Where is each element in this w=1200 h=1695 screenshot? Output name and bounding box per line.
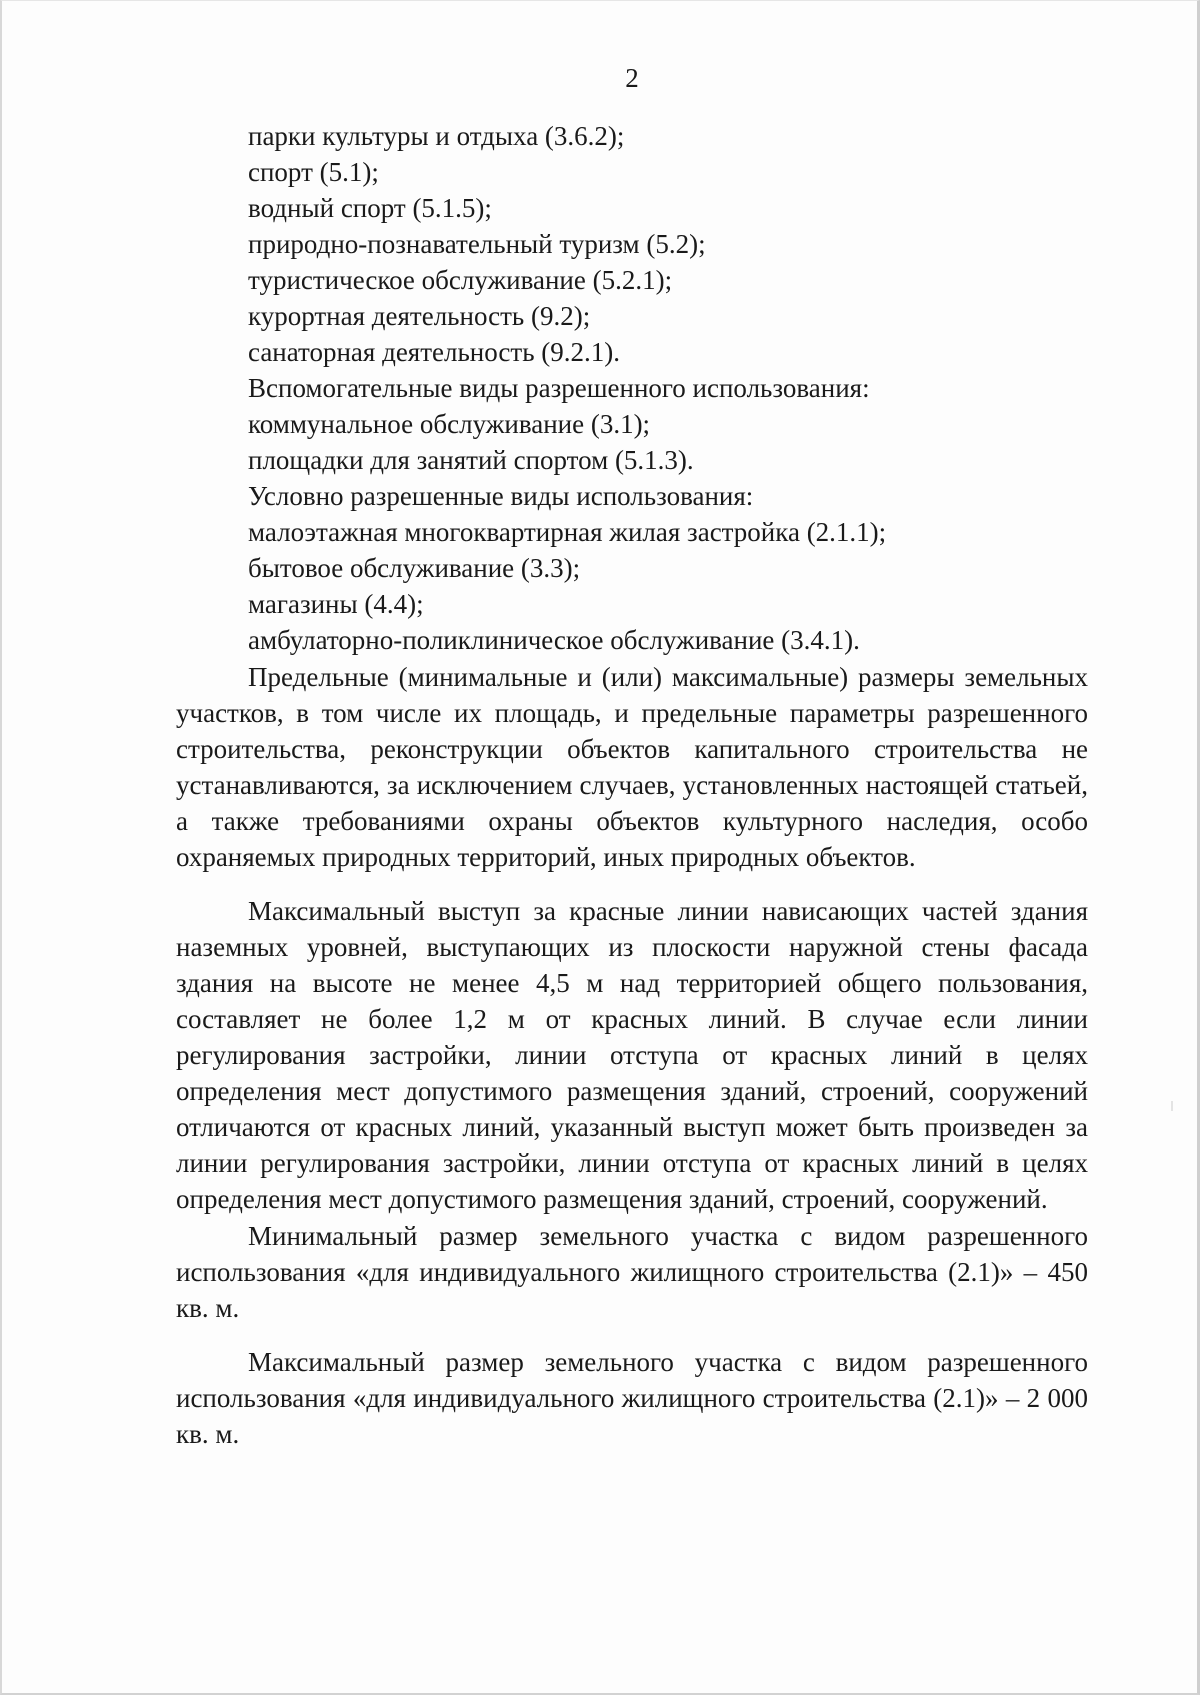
paragraph-max-plot-size: Максимальный размер земельного участка с видом разрешенного использования «для индивидуального жилищного строительства (2.1)» – 2 000 кв. м. (176, 1347, 1088, 1449)
list-item: малоэтажная многоквартирная жилая застройка (2.1.1); (248, 517, 887, 547)
paragraph-max-projection: Максимальный выступ за красные линии нависающих частей здания наземных уровней, выступающих из плоскости наружной стены фасада здания на высоте не менее 4,5 м над территорией общего пользования, составляет не более 1,2 м от красных линий. В случае если линии регулирования застройки, линии отступа от красных линий в целях определения мест допустимого размещения зданий, строений, сооружений отличаются от красных линий, указанный выступ может быть произведен за линии регулирования застройки, линии отступа от красных линий в целях определения мест допустимого размещения зданий, строений, сооружений. (176, 896, 1088, 1214)
paragraph-min-plot-size: Минимальный размер земельного участка с видом разрешенного использования «для индивидуального жилищного строительства (2.1)» – 450 кв. м. (176, 1221, 1088, 1323)
list-item: коммунальное обслуживание (3.1); (248, 409, 651, 439)
page-number: 2 (625, 63, 639, 93)
scan-artifact (1171, 1101, 1173, 1111)
section-heading-conditional-uses: Условно разрешенные виды использования: (248, 481, 754, 511)
list-item: курортная деятельность (9.2); (248, 301, 591, 331)
list-item: бытовое обслуживание (3.3); (248, 553, 581, 583)
section-heading-auxiliary-uses: Вспомогательные виды разрешенного использования: (248, 373, 870, 403)
list-item: амбулаторно-поликлиническое обслуживание (3.4.1). (248, 625, 860, 655)
list-item: парки культуры и отдыха (3.6.2); (248, 121, 625, 151)
list-item: природно-познавательный туризм (5.2); (248, 229, 706, 259)
list-item: магазины (4.4); (248, 589, 424, 619)
list-item: площадки для занятий спортом (5.1.3). (248, 445, 694, 475)
list-item: санаторная деятельность (9.2.1). (248, 337, 620, 367)
list-item: водный спорт (5.1.5); (248, 193, 492, 223)
list-item: туристическое обслуживание (5.2.1); (248, 265, 673, 295)
document-body (176, 118, 1088, 1452)
list-item: спорт (5.1); (248, 157, 379, 187)
paragraph-limit-sizes: Предельные (минимальные и (или) максимальные) размеры земельных участков, в том числе их площадь, и предельные параметры разрешенного строительства, реконструкции объектов капитального строительства не устанавливаются, за исключением случаев, установленных настоящей статьей, а также требованиями охраны объектов культурного наследия, особо охраняемых природных территорий, иных природных объектов. (176, 662, 1088, 872)
